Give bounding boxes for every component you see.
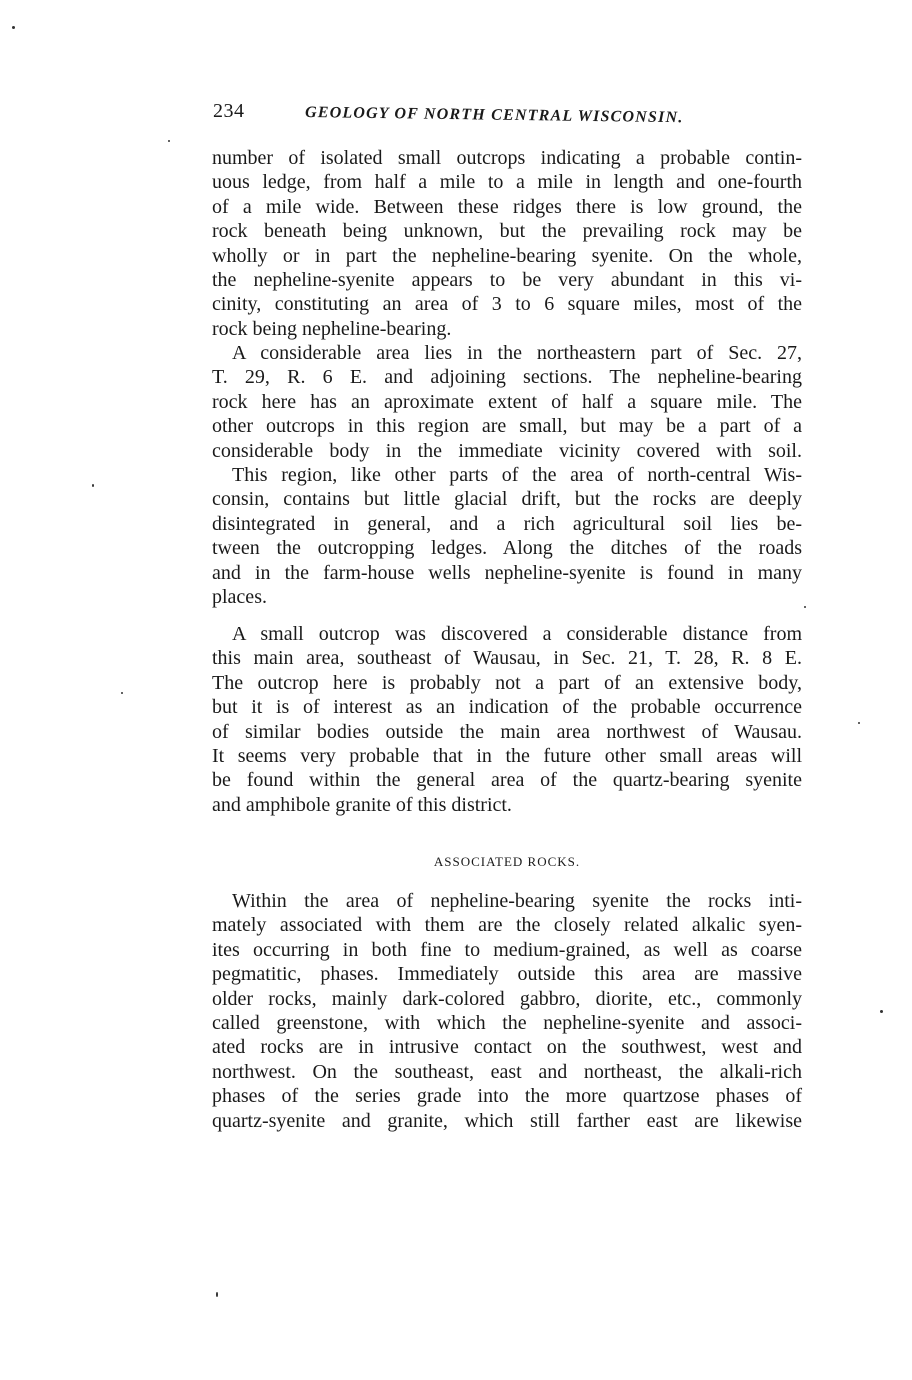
page-number: 234 (213, 100, 245, 122)
scan-speck (12, 26, 15, 29)
text-line: The outcrop here is probably not a part of an extensive body, (212, 671, 802, 694)
paragraph-considerable-area (212, 341, 802, 463)
text-line: ites occurring in both fine to medium-grained, as well as coarse (212, 938, 802, 961)
paragraph-associated-rocks (212, 889, 802, 1133)
text-line: This region, like other parts of the area of north-central Wis- (232, 464, 802, 486)
paragraph-this-region (212, 463, 802, 609)
text-line: rock beneath being unknown, but the prevailing rock may be (212, 220, 802, 243)
text-line: A considerable area lies in the northeastern part of Sec. 27, (232, 342, 802, 364)
text-line: consin, contains but little glacial drift, but the rocks are deeply (212, 488, 802, 511)
text-line: mately associated with them are the closely related alkalic syen- (212, 914, 802, 937)
scan-speck (880, 1010, 883, 1013)
text-line: quartz-syenite and granite, which still farther east are likewise (212, 1109, 802, 1132)
text-line: places. (212, 585, 267, 608)
text-line: called greenstone, with which the nepheline-syenite and associ- (212, 1011, 802, 1034)
text-line: phases of the series grade into the more quartzose phases of (212, 1085, 802, 1108)
text-line: pegmatitic, phases. Immediately outside this area are massive (212, 963, 802, 986)
text-line: northwest. On the southeast, east and northeast, the alkali-rich (212, 1060, 802, 1083)
text-line: T. 29, R. 6 E. and adjoining sections. The nepheline-bearing (212, 366, 802, 389)
text-line: and amphibole granite of this district. (212, 793, 512, 816)
text-line: It seems very probable that in the future other small areas will (212, 744, 802, 767)
text-line: cinity, constituting an area of 3 to 6 square miles, most of the (212, 293, 802, 316)
running-title: GEOLOGY OF NORTH CENTRAL WISCONSIN. (304, 104, 684, 127)
text-line: of similar bodies outside the main area northwest of Wausau. (212, 720, 802, 743)
text-line: rock being nepheline-bearing. (212, 317, 452, 340)
scan-speck (858, 722, 860, 724)
text-line: Within the area of nepheline-bearing syenite the rocks inti- (232, 890, 802, 912)
text-line: rock here has an aproximate extent of half a square mile. The (212, 390, 802, 413)
scan-speck (804, 606, 806, 608)
text-line: A small outcrop was discovered a considerable distance from (232, 623, 802, 645)
text-line: considerable body in the immediate vicinity covered with soil. (212, 439, 802, 462)
text-line: this main area, southeast of Wausau, in Sec. 21, T. 28, R. 8 E. (212, 647, 802, 670)
scan-speck (92, 484, 94, 487)
text-line: uous ledge, from half a mile to a mile in length and one-fourth (212, 171, 802, 194)
paragraph-small-outcrop (212, 622, 802, 817)
text-line: disintegrated in general, and a rich agricultural soil lies be- (212, 512, 802, 535)
text-line: of a mile wide. Between these ridges there is low ground, the (212, 195, 802, 218)
text-line: older rocks, mainly dark-colored gabbro, diorite, etc., commonly (212, 987, 802, 1010)
text-line: other outcrops in this region are small, but may be a part of a (212, 415, 802, 438)
text-line: but it is of interest as an indication of the probable occurrence (212, 696, 802, 719)
text-line: tween the outcropping ledges. Along the ditches of the roads (212, 537, 802, 560)
text-line: wholly or in part the nepheline-bearing syenite. On the whole, (212, 244, 802, 267)
paragraph-continued (212, 146, 802, 341)
scan-speck (168, 140, 170, 142)
scan-speck (121, 692, 123, 694)
text-line: be found within the general area of the quartz-bearing syenite (212, 769, 802, 792)
text-line: number of isolated small outcrops indicating a probable contin- (212, 147, 802, 169)
text-line: the nepheline-syenite appears to be very abundant in this vi- (212, 268, 802, 291)
text-line: and in the farm-house wells nepheline-syenite is found in many (212, 561, 802, 584)
section-heading: ASSOCIATED ROCKS. (433, 854, 581, 869)
scan-speck (216, 1292, 218, 1297)
page-header (213, 100, 803, 130)
text-line: ated rocks are in intrusive contact on the southwest, west and (212, 1036, 802, 1059)
